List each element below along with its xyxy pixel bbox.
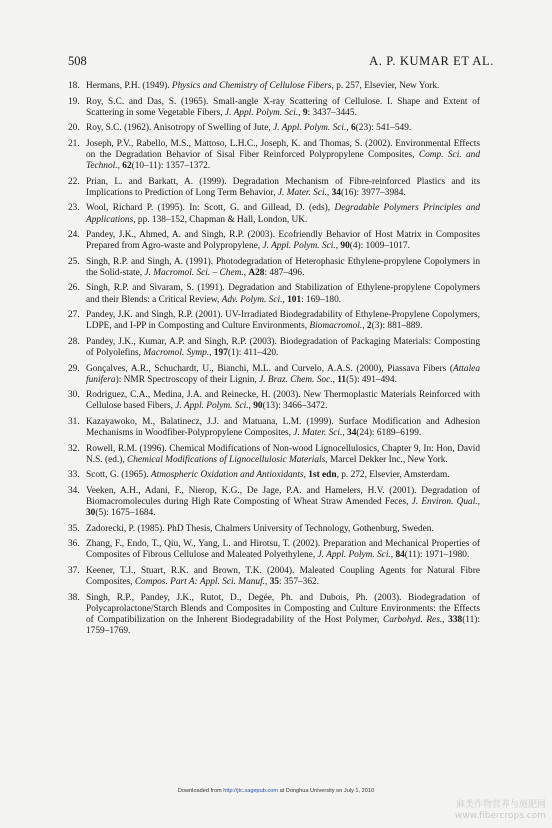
running-head-author: A. P. KUMAR ET AL. bbox=[369, 54, 494, 68]
reference-segment: : 169–180. bbox=[301, 294, 342, 305]
reference-segment: Zadorecki, P. (1985). PhD Thesis, Chalmers University of Technology, Gothenburg, Sweden. bbox=[86, 523, 434, 534]
reference-segment: , bbox=[335, 241, 341, 252]
reference-text bbox=[86, 470, 480, 481]
reference-item bbox=[68, 123, 480, 134]
reference-segment: , p. 272, Elsevier, Amsterdam. bbox=[336, 470, 450, 481]
reference-number: 34. bbox=[68, 485, 80, 496]
reference-volume: 11 bbox=[337, 374, 347, 385]
reference-italic-segment: Comp. Sci. and Technol. bbox=[86, 149, 480, 172]
reference-item bbox=[68, 566, 480, 588]
reference-segment: (1): 411–420. bbox=[227, 348, 279, 359]
reference-italic-segment: Carbohyd. Res. bbox=[382, 615, 443, 626]
reference-segment: (3): 881–889. bbox=[371, 321, 423, 332]
reference-segment: , bbox=[342, 428, 348, 439]
reference-number: 22. bbox=[68, 176, 80, 187]
reference-segment: (23): 541–549. bbox=[355, 123, 412, 134]
reference-number: 27. bbox=[68, 310, 80, 321]
reference-segment: (10–11): 1357–1372. bbox=[131, 161, 211, 172]
reference-item bbox=[68, 524, 480, 535]
reference-segment: (24): 6189–6199. bbox=[356, 428, 422, 439]
reference-italic-segment: J. Appl. Polym. Sci. bbox=[175, 401, 249, 412]
reference-italic-segment: J. Mater. Sci. bbox=[277, 187, 327, 198]
reference-segment: , bbox=[477, 497, 480, 508]
reference-text bbox=[86, 97, 480, 119]
footer-link[interactable]: http://jtc.sagepub.com bbox=[223, 788, 279, 794]
reference-segment: , bbox=[117, 161, 123, 172]
reference-text bbox=[86, 230, 480, 252]
page-number: 508 bbox=[68, 54, 87, 68]
reference-volume: 62 bbox=[122, 161, 132, 172]
site-watermark bbox=[455, 800, 546, 822]
reference-segment: , bbox=[442, 615, 449, 626]
reference-number: 30. bbox=[68, 390, 80, 401]
reference-segment: , bbox=[390, 550, 396, 561]
reference-text bbox=[86, 139, 480, 173]
reference-segment: , p. 257, Elsevier, New York. bbox=[331, 81, 440, 91]
reference-item bbox=[68, 97, 480, 119]
reference-segment: , pp. 138–152, Chapman & Hall, London, UK. bbox=[133, 214, 308, 225]
reference-segment: , bbox=[346, 123, 351, 134]
reference-volume: 6 bbox=[351, 123, 356, 134]
reference-number: 20. bbox=[68, 123, 80, 134]
footer-prefix: Downloaded from bbox=[177, 788, 224, 794]
reference-text bbox=[86, 524, 480, 535]
reference-item bbox=[68, 310, 480, 332]
reference-volume: 90 bbox=[340, 241, 350, 252]
reference-segment: , bbox=[248, 401, 254, 412]
reference-segment: Roy, S.C. and Das, S. (1965). Small-angle X-ray Scattering of Cellulose. I. Shape and Extent of Scattering in some Vegetable Fibers, bbox=[86, 96, 480, 118]
reference-number: 26. bbox=[68, 283, 80, 294]
reference-italic-segment: J. Environ. Qual. bbox=[411, 497, 478, 508]
reference-italic-segment: Chemical Modifications of Lignocellulosic Materials bbox=[127, 454, 326, 465]
reference-number: 33. bbox=[68, 470, 80, 481]
reference-segment: Gonçalves, A.R., Schuchardt, U., Bianchi, M.L. and Curvelo, A.A.S. (2000), Piassava Fibers ( bbox=[86, 363, 453, 374]
reference-segment: : 357–362. bbox=[279, 577, 320, 588]
reference-text bbox=[86, 444, 480, 466]
reference-number: 35. bbox=[68, 523, 80, 534]
reference-text bbox=[86, 283, 480, 305]
reference-number: 21. bbox=[68, 138, 80, 149]
reference-segment: , bbox=[326, 187, 332, 198]
reference-volume: 30 bbox=[86, 508, 96, 519]
reference-text bbox=[86, 310, 480, 332]
reference-text bbox=[86, 417, 480, 439]
reference-number: 29. bbox=[68, 363, 80, 374]
reference-item bbox=[68, 139, 480, 173]
reference-text bbox=[86, 364, 480, 386]
reference-item bbox=[68, 417, 480, 439]
reference-number: 37. bbox=[68, 565, 80, 576]
reference-number: 38. bbox=[68, 592, 80, 603]
reference-segment: : 3437–3445. bbox=[307, 107, 357, 118]
reference-segment: , bbox=[265, 577, 270, 588]
reference-text bbox=[86, 203, 480, 225]
reference-segment: Singh, R.P., Pandey, J.K., Rutot, D., Degée, Ph. and Dubois, Ph. (2003). Biodegradation of Polycaprolactone/Starch Blends and Composites in Composting and Culture Environments: the Effects of Compatibilization on the Inherent Biodegradability of the Host Polymer, bbox=[86, 592, 480, 626]
watermark-line-2: www.fibercrops.com bbox=[455, 811, 546, 821]
reference-italic-segment: Physics and Chemistry of Cellulose Fibers bbox=[171, 81, 332, 91]
reference-italic-segment: Biomacromol. bbox=[309, 321, 363, 332]
reference-volume: 84 bbox=[395, 550, 405, 561]
reference-volume: 2 bbox=[366, 321, 372, 332]
reference-volume: A28 bbox=[248, 267, 265, 278]
reference-segment: : 487–496. bbox=[264, 267, 305, 278]
reference-italic-segment: J. Macromol. Sci. – Chem. bbox=[144, 267, 244, 278]
reference-italic-segment: Compos. Part A: Appl. Sci. Manuf. bbox=[134, 577, 266, 588]
reference-segment: Pandey, J.K., Kumar, A.P. and Singh, R.P. (2003). Biodegradation of Packaging Materials: Composting of Polyolefins, bbox=[86, 336, 480, 359]
reference-volume: 34 bbox=[347, 428, 357, 439]
reference-number: 25. bbox=[68, 256, 80, 267]
reference-segment: , bbox=[303, 470, 309, 481]
reference-italic-segment: J. Appl. Polym. Sci. bbox=[262, 241, 336, 252]
reference-volume: 197 bbox=[213, 348, 228, 359]
reference-segment: Singh, R.P. and Singh, A. (1991). Photodegradation of Heterophasic Ethylene-propylene Copolymers in the Solid-state, bbox=[86, 256, 480, 278]
reference-segment: Pandey, J.K. and Singh, R.P. (2001). UV-Irradiated Biodegradability of Ethylene-Propylene Copolymers, LDPE, and I-PP in Composting and Culture Environments, bbox=[86, 310, 480, 332]
reference-segment: (13): 3466–3472. bbox=[262, 401, 328, 412]
reference-volume: 9 bbox=[302, 107, 308, 118]
reference-italic-segment: Adv. Polym. Sci. bbox=[221, 294, 283, 305]
reference-volume: 35 bbox=[269, 577, 280, 588]
reference-number: 18. bbox=[68, 81, 80, 91]
reference-item bbox=[68, 486, 480, 520]
reference-segment: Keener, T.J., Stuart, R.K. and Brown, T.K. (2004). Maleated Coupling Agents for Natural Fibre Composites, bbox=[86, 565, 480, 588]
running-header bbox=[68, 54, 494, 69]
reference-number: 19. bbox=[68, 96, 80, 107]
reference-segment: Prian, L. and Barkatt, A. (1999). Degradation Mechanism of Fibre-reinforced Plastics and its Implications to Prediction of Long Term Behavior, bbox=[86, 176, 480, 198]
reference-segment: (5): 1675–1684. bbox=[95, 508, 156, 519]
reference-list bbox=[68, 81, 480, 642]
reference-item bbox=[68, 539, 480, 561]
download-footer bbox=[0, 788, 552, 794]
reference-volume: 90 bbox=[253, 401, 263, 412]
reference-segment: , bbox=[362, 321, 367, 332]
reference-item bbox=[68, 81, 480, 92]
reference-text bbox=[86, 566, 480, 588]
reference-italic-segment: Atmospheric Oxidation and Antioxidants bbox=[150, 470, 304, 481]
reference-segment: (11): 1759–1769. bbox=[86, 615, 481, 637]
reference-item bbox=[68, 444, 480, 466]
reference-segment: , bbox=[332, 374, 338, 385]
reference-segment: , Marcel Dekker Inc., New York. bbox=[325, 454, 448, 465]
reference-italic-segment: Macromol. Symp. bbox=[143, 348, 210, 359]
reference-segment: , bbox=[209, 348, 214, 359]
reference-segment: Wool, Richard P. (1995). In: Scott, G. and Gillead, D. (eds), bbox=[86, 203, 335, 214]
reference-text bbox=[86, 539, 480, 561]
reference-text bbox=[86, 123, 480, 134]
reference-item bbox=[68, 203, 480, 225]
reference-text bbox=[86, 486, 480, 520]
reference-segment: (5): 491–494. bbox=[346, 374, 397, 385]
reference-segment: Kazayawoko, M., Balatinecz, J.J. and Matuana, L.M. (1999). Surface Modification and Adhesion Mechanisms in Woodfiber-Polypropylene Composites, bbox=[86, 416, 480, 439]
reference-number: 31. bbox=[68, 416, 80, 427]
reference-segment: Veeken, A.H., Adani, F., Nierop, K.G., De Jage, P.A. and Hamelers, H.V. (2001). Degradation of Biomacromolecules during High Rate Composting of Wheat Straw Amended Feces, bbox=[86, 485, 480, 508]
reference-italic-segment: J. Mater. Sci. bbox=[293, 428, 343, 439]
footer-suffix: at Donghua University on July 1, 2010 bbox=[278, 788, 375, 794]
reference-segment: Hermans, P.H. (1949). bbox=[86, 81, 172, 91]
reference-volume: 338 bbox=[448, 615, 463, 626]
reference-segment: Singh, R.P. and Sivaram, S. (1991). Degradation and Stabilization of Ethylene-propylene Copolymers and their Blends: a Critical Review, bbox=[86, 283, 480, 305]
reference-segment: (11): 1971–1980. bbox=[404, 550, 470, 561]
reference-number: 28. bbox=[68, 336, 80, 347]
reference-italic-segment: J. Appl. Polym. Sci. bbox=[317, 550, 391, 561]
reference-item bbox=[68, 390, 480, 412]
reference-segment: Roy, S.C. (1962). Anisotropy of Swelling of Jute, bbox=[86, 123, 274, 134]
reference-item bbox=[68, 593, 480, 638]
reference-segment: (16): 3977–3984. bbox=[340, 187, 406, 198]
reference-number: 36. bbox=[68, 539, 80, 550]
reference-item bbox=[68, 470, 480, 481]
reference-volume: 34 bbox=[331, 187, 341, 198]
reference-text bbox=[86, 390, 480, 412]
reference-item bbox=[68, 337, 480, 359]
reference-text bbox=[86, 257, 480, 279]
reference-volume: 1st edn bbox=[308, 470, 337, 481]
reference-italic-segment: Attalea funifera bbox=[86, 363, 480, 385]
reference-segment: Rodriguez, C.A., Medina, J.A. and Reinecke, H. (2003). New Thermoplastic Materials Reinforced with Cellulose based Fibers, bbox=[86, 390, 480, 412]
reference-number: 32. bbox=[68, 443, 80, 454]
reference-item bbox=[68, 257, 480, 279]
reference-segment: Rowell, R.M. (1996). Chemical Modifications of Non-wood Lignocellulosics, Chapter 9, In: Hon, David N.S. (ed.), bbox=[86, 443, 480, 465]
reference-item bbox=[68, 230, 480, 252]
reference-segment: , bbox=[298, 107, 303, 118]
reference-number: 24. bbox=[68, 230, 80, 241]
reference-segment: Scott, G. (1965). bbox=[86, 470, 151, 481]
reference-segment: ): NMR Spectroscopy of their Lignin, bbox=[115, 374, 260, 385]
reference-italic-segment: Degradable Polymers Principles and Applications bbox=[86, 203, 481, 225]
reference-text bbox=[86, 81, 480, 92]
reference-item bbox=[68, 364, 480, 386]
reference-volume: 101 bbox=[287, 294, 302, 305]
reference-segment: , bbox=[243, 267, 249, 278]
watermark-line-1: 麻类作物营养与施肥网 bbox=[455, 800, 546, 810]
reference-item bbox=[68, 283, 480, 305]
reference-text bbox=[86, 177, 480, 199]
reference-text bbox=[86, 337, 480, 359]
reference-italic-segment: J. Appl. Polym. Sci. bbox=[273, 123, 347, 134]
reference-segment: , bbox=[282, 294, 288, 305]
reference-text bbox=[86, 593, 480, 638]
reference-italic-segment: J. Appl. Polym. Sci. bbox=[224, 107, 299, 118]
reference-segment: Pandey, J.K., Ahmed, A. and Singh, R.P. (2003). Ecofriendly Behavior of Host Matrix in Composites Prepared from Agro-waste and Polypropylene, bbox=[86, 230, 480, 252]
reference-segment: Joseph, P.V., Rabello, M.S., Mattoso, L.H.C., Joseph, K. and Thomas, S. (2002). Environmental Effects on the Degradation Behavior of Sisal Fiber Reinforced Polypropylene Composites, bbox=[86, 138, 480, 160]
reference-item bbox=[68, 177, 480, 199]
reference-segment: (4): 1009–1017. bbox=[349, 241, 410, 252]
reference-italic-segment: J. Braz. Chem. Soc. bbox=[259, 374, 333, 385]
reference-number: 23. bbox=[68, 203, 80, 214]
reference-segment: Zhang, F., Endo, T., Qiu, W., Yang, L. and Hirotsu, T. (2002). Preparation and Mechanical Properties of Composites of Fibrous Cellulose and Maleated Polyethylene, bbox=[86, 539, 480, 561]
